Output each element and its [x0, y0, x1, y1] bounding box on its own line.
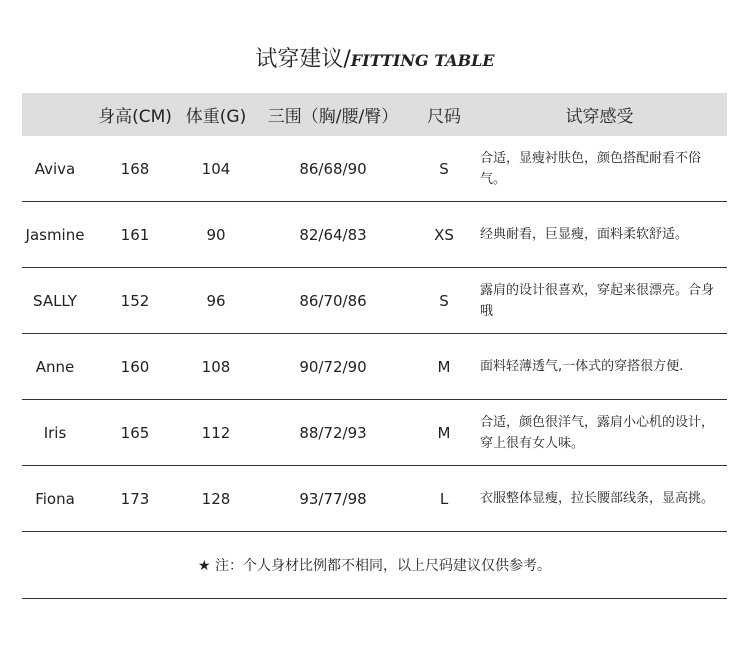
cell-feedback: 露肩的设计很喜欢，穿起来很漂亮。合身哦 — [480, 282, 715, 319]
fitting-table — [22, 93, 727, 599]
cell-feedback: 合适，颜色很洋气，露肩小心机的设计，穿上很有女人味。 — [480, 414, 715, 451]
cell-size: XS — [434, 225, 454, 244]
page-title — [0, 42, 750, 73]
cell-name: Fiona — [35, 489, 75, 508]
cell-height: 173 — [120, 489, 150, 508]
title-cn: 试穿建议/ — [255, 47, 351, 72]
cell-weight: 104 — [201, 159, 231, 178]
title-en: FITTING TABLE — [350, 51, 495, 70]
cell-size: M — [437, 357, 451, 376]
table-row — [22, 136, 727, 202]
table-row — [22, 334, 727, 400]
cell-height: 161 — [120, 225, 150, 244]
cell-name: Iris — [43, 423, 67, 442]
cell-name: Anne — [35, 357, 75, 376]
header-feedback: 试穿感受 — [565, 107, 634, 127]
cell-height: 152 — [120, 291, 150, 310]
cell-height: 168 — [120, 159, 150, 178]
table-header — [22, 93, 727, 136]
header-measurements: 三围（胸/腰/臀） — [267, 107, 399, 127]
table-row — [22, 466, 727, 532]
cell-name: Jasmine — [25, 225, 85, 244]
table-row — [22, 268, 727, 334]
table-row — [22, 202, 727, 268]
table-row — [22, 400, 727, 466]
cell-size: S — [439, 159, 449, 178]
cell-size: S — [439, 291, 449, 310]
cell-height: 165 — [120, 423, 150, 442]
cell-measurements: 86/68/90 — [299, 159, 367, 178]
cell-weight: 96 — [206, 291, 226, 310]
table-note: ★ 注：个人身材比例都不相同，以上尺码建议仅供参考。 — [22, 532, 727, 599]
header-name — [22, 93, 88, 136]
cell-measurements: 82/64/83 — [299, 225, 367, 244]
cell-weight: 108 — [201, 357, 231, 376]
header-height: 身高(CM) — [98, 107, 172, 127]
cell-feedback: 经典耐看，巨显瘦，面料柔软舒适。 — [480, 227, 689, 242]
cell-measurements: 93/77/98 — [299, 489, 367, 508]
cell-feedback: 面料轻薄透气,一体式的穿搭很方便. — [480, 359, 684, 374]
cell-size: M — [437, 423, 451, 442]
cell-feedback: 衣服整体显瘦，拉长腰部线条，显高挑。 — [480, 491, 715, 506]
header-size: 尺码 — [427, 107, 461, 127]
header-weight: 体重(G) — [185, 107, 247, 127]
cell-size: L — [439, 489, 449, 508]
cell-name: SALLY — [33, 291, 77, 310]
cell-measurements: 90/72/90 — [299, 357, 367, 376]
cell-feedback: 合适，显瘦衬肤色，颜色搭配耐看不俗气。 — [480, 150, 702, 187]
cell-measurements: 86/70/86 — [299, 291, 367, 310]
cell-height: 160 — [120, 357, 150, 376]
cell-weight: 128 — [201, 489, 231, 508]
cell-name: Aviva — [34, 159, 76, 178]
cell-weight: 90 — [206, 225, 226, 244]
cell-weight: 112 — [201, 423, 231, 442]
cell-measurements: 88/72/93 — [299, 423, 367, 442]
